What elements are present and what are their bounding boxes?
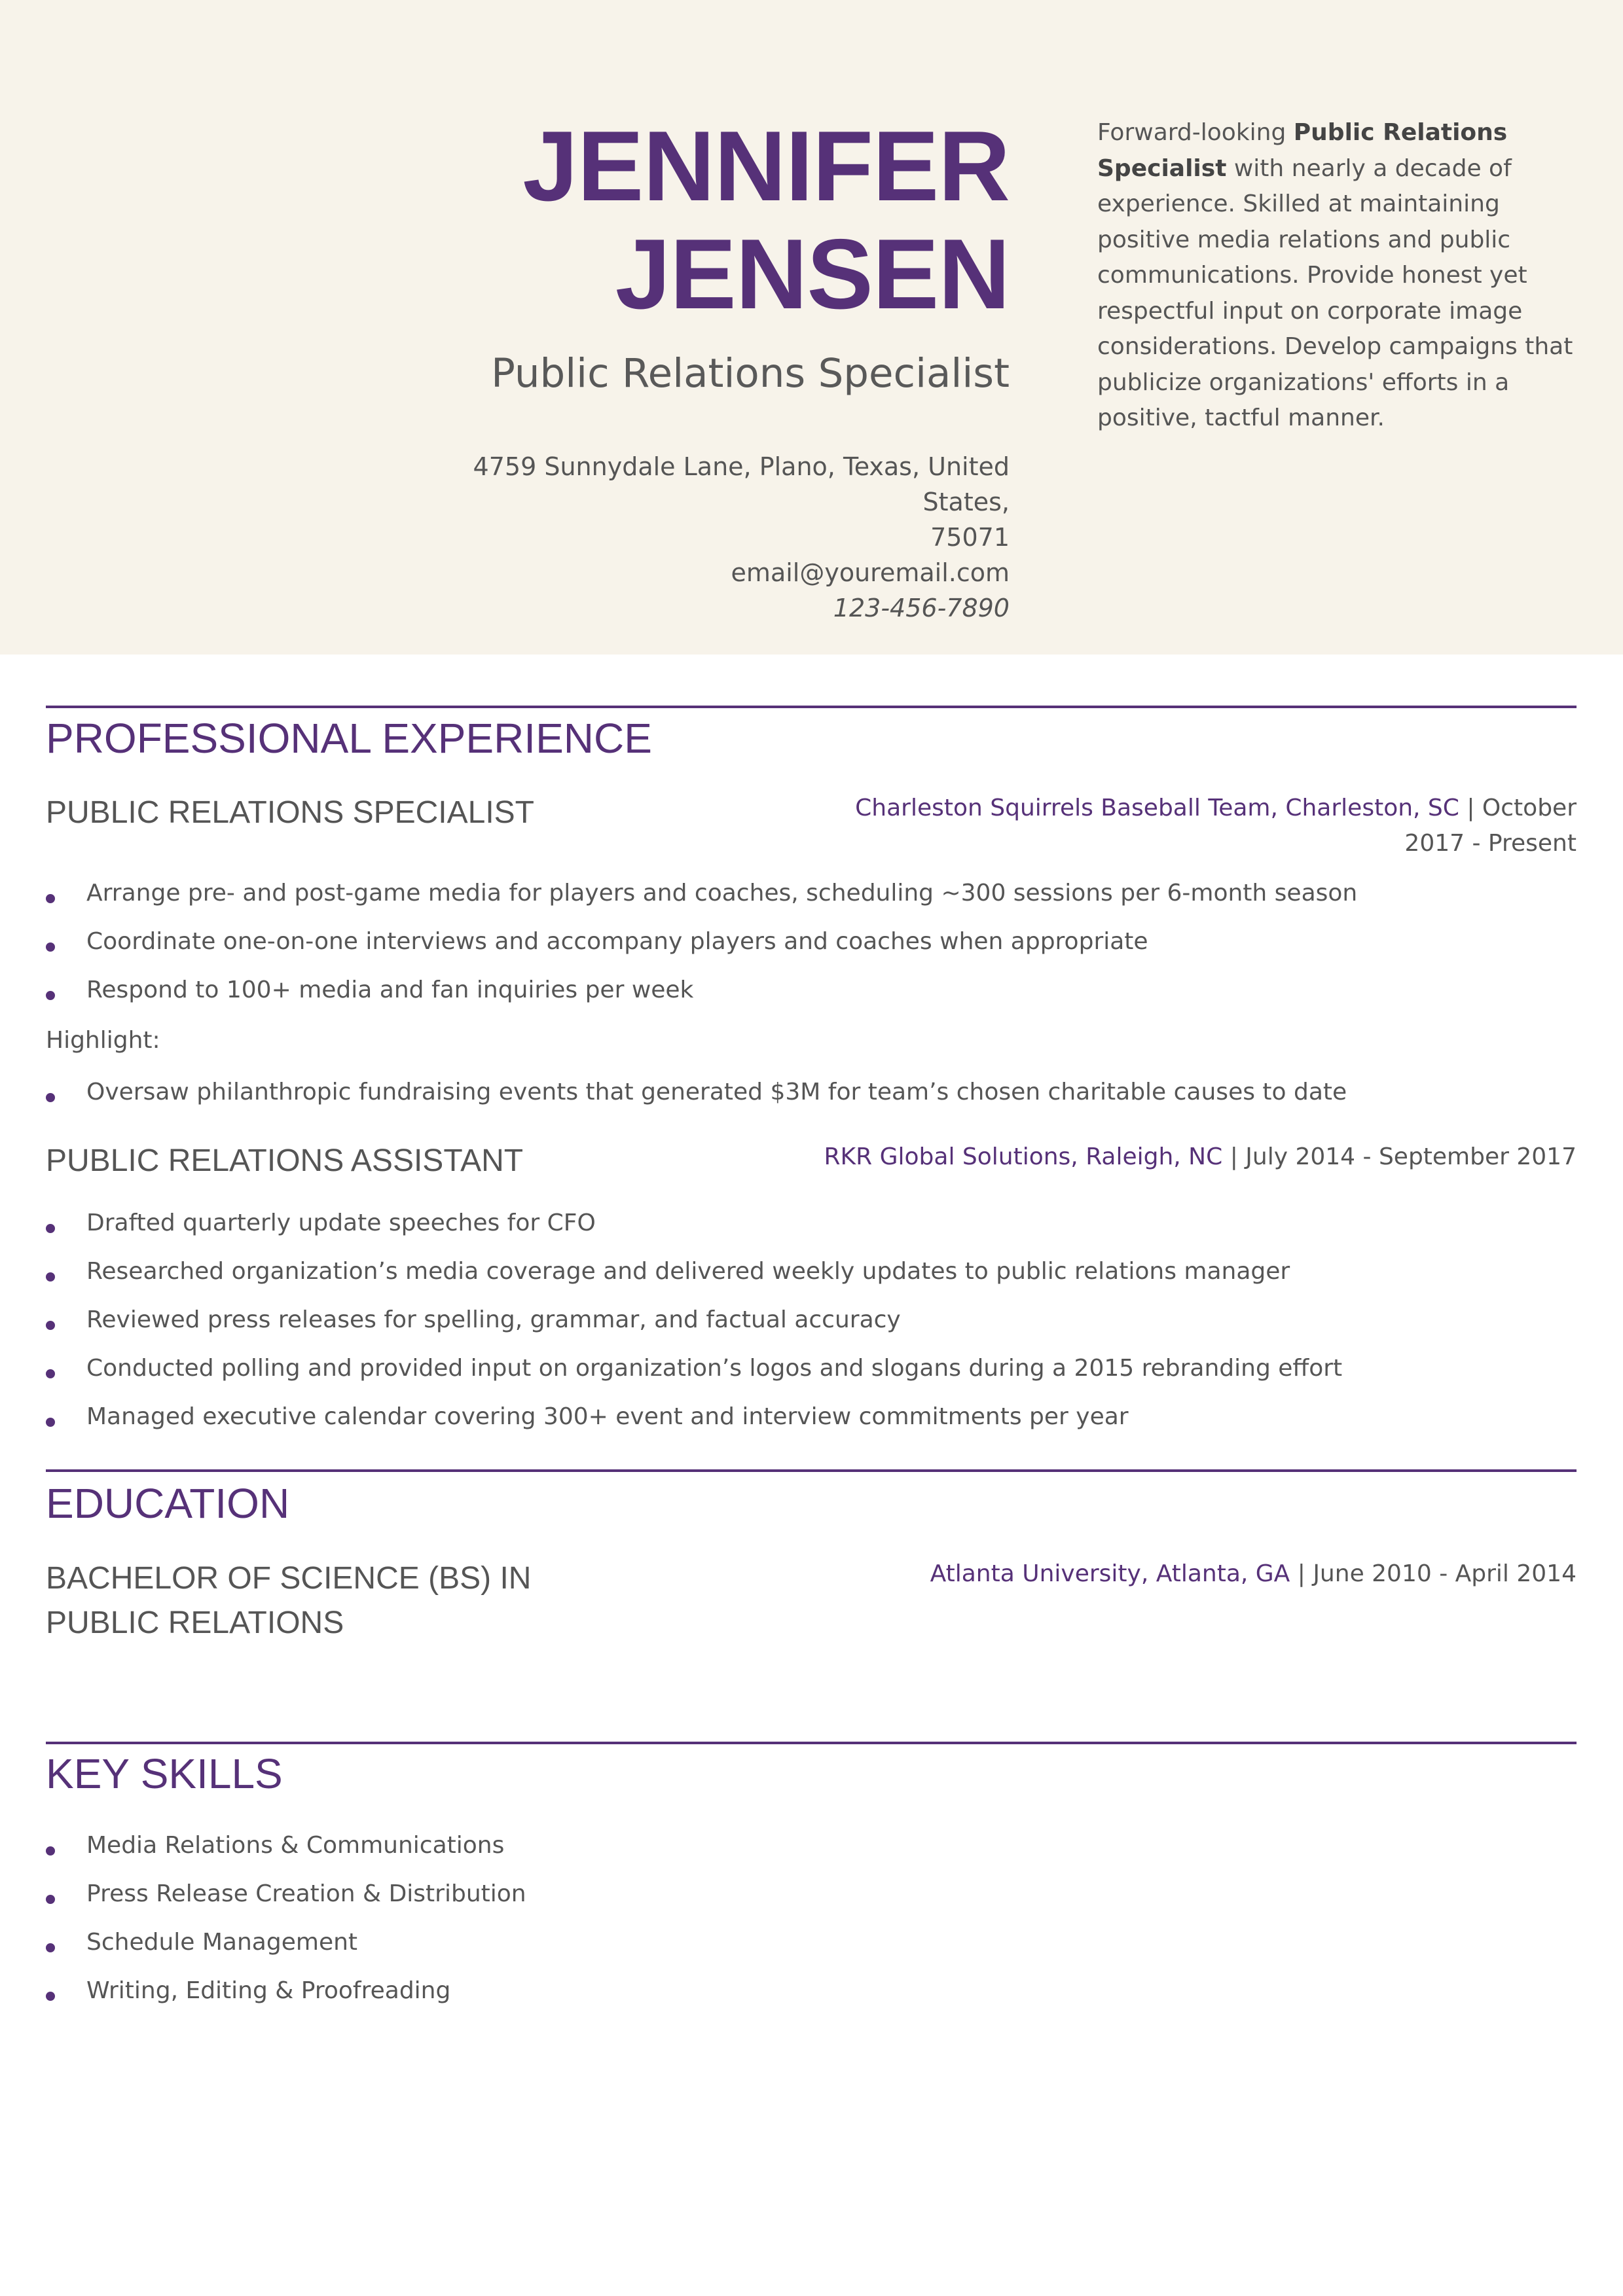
email: email@youremail.com (731, 558, 1010, 587)
job-meta (791, 1139, 1577, 1175)
list-item: Managed executive calendar covering 300+ event and interview commitments per year (46, 1399, 1571, 1448)
list-item: Arrange pre- and post-game media for players and coaches, scheduling ~300 sessions per 6-month season (46, 876, 1571, 924)
job-title: Public Relations Specialist (491, 350, 1010, 397)
job-role: PUBLIC RELATIONS SPECIALIST (46, 795, 534, 830)
experience-section-title: PROFESSIONAL EXPERIENCE (46, 715, 652, 762)
job-bullet-list (46, 1206, 1571, 1448)
list-item: Researched organization’s media coverage and delivered weekly updates to public relations manager (46, 1254, 1571, 1302)
education-dates: June 2010 - April 2014 (1313, 1560, 1577, 1587)
address-line-2: 75071 (930, 523, 1010, 552)
meta-separator: | (1290, 1560, 1313, 1587)
summary (1097, 115, 1575, 437)
list-item: Writing, Editing & Proofreading (46, 1973, 1571, 2022)
job-bullet-list (46, 876, 1571, 1021)
job-role: PUBLIC RELATIONS ASSISTANT (46, 1143, 524, 1178)
summary-prefix: Forward-looking (1097, 119, 1294, 146)
job-meta (791, 791, 1577, 861)
list-item: Coordinate one-on-one interviews and accompany players and coaches when appropriate (46, 924, 1571, 973)
first-name: JENNIFER (522, 111, 1010, 222)
highlight-label: Highlight: (46, 1027, 160, 1054)
list-item: Media Relations & Communications (46, 1828, 1571, 1876)
skills-section-title: KEY SKILLS (46, 1750, 283, 1797)
section-divider (46, 1742, 1577, 1744)
section-divider (46, 706, 1577, 708)
job-org: RKR Global Solutions, Raleigh, NC (824, 1143, 1223, 1170)
degree: BACHELOR OF SCIENCE (BS) IN PUBLIC RELATIONS (46, 1561, 532, 1640)
list-item: Reviewed press releases for spelling, grammar, and factual accuracy (46, 1302, 1571, 1351)
list-item: Conducted polling and provided input on organization’s logos and slogans during a 2015 rebranding effort (46, 1351, 1571, 1399)
job-dates: July 2014 - September 2017 (1245, 1143, 1577, 1170)
job-dates: October 2017 - Present (1404, 795, 1577, 857)
section-divider (46, 1469, 1577, 1472)
contact-info (420, 449, 1010, 626)
meta-separator: | (1459, 795, 1482, 821)
job-org: Charleston Squirrels Baseball Team, Charleston, SC (855, 795, 1459, 821)
education-meta (791, 1556, 1577, 1592)
skills-list (46, 1828, 1571, 2022)
list-item: Oversaw philanthropic fundraising events that generated $3M for team’s chosen charitable causes to date (46, 1075, 1571, 1123)
list-item: Respond to 100+ media and fan inquiries per week (46, 973, 1571, 1021)
meta-separator: | (1222, 1143, 1246, 1170)
school: Atlanta University, Atlanta, GA (930, 1560, 1290, 1587)
phone: 123-456-7890 (833, 594, 1010, 622)
list-item: Drafted quarterly update speeches for CFO (46, 1206, 1571, 1254)
list-item: Press Release Creation & Distribution (46, 1876, 1571, 1925)
address-line-1: 4759 Sunnydale Lane, Plano, Texas, United States, (473, 452, 1010, 516)
list-item: Schedule Management (46, 1925, 1571, 1973)
highlight-bullet-list (46, 1075, 1571, 1123)
candidate-name (420, 113, 1010, 329)
last-name: JENSEN (615, 219, 1010, 330)
education-section-title: EDUCATION (46, 1480, 290, 1527)
summary-rest: with nearly a decade of experience. Skilled at maintaining positive media relations and public communications. Provide honest yet respectful input on corporate image considerations. Develop campaigns that publicize organizations' efforts in a positive, tactful manner. (1097, 154, 1573, 431)
summary-bold: Public Relations Specialist (1097, 119, 1508, 182)
header-band (0, 0, 1623, 655)
